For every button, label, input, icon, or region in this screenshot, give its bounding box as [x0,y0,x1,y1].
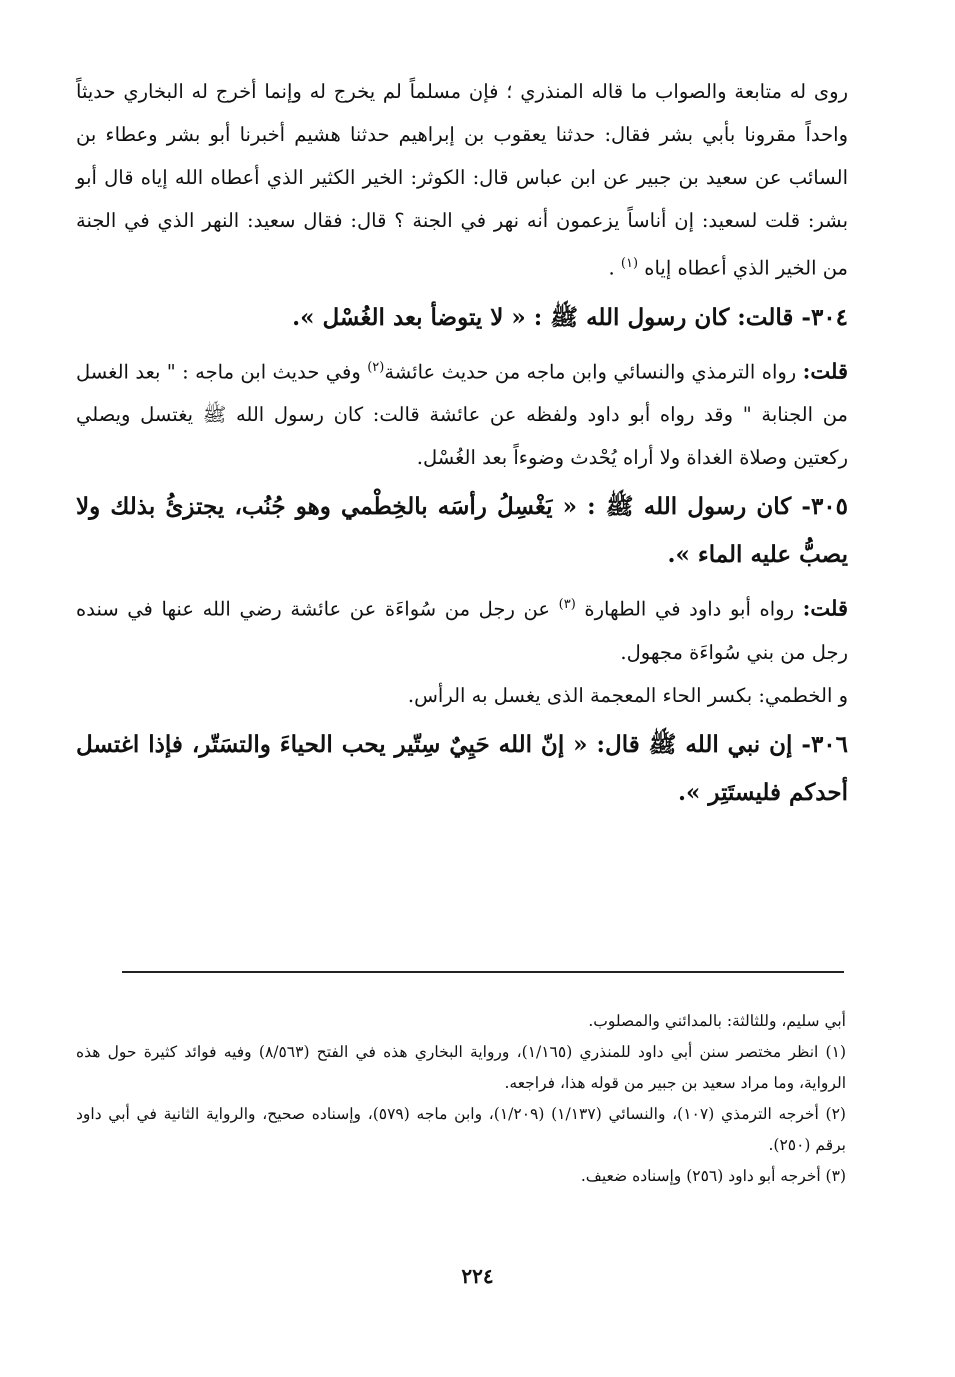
footnote-ref-1: (١) [620,256,639,271]
hadith-304 [76,294,848,342]
footnote-3: (٣) أخرجه أبو داود (٢٥٦) وإسناده ضعيف. [580,1167,846,1185]
commentary-text-cont: عن رجل من سُواءَة عن عائشة رضي الله عنها في سنده رجل من بني سُواءَة مجهول. [76,597,848,664]
footnotes [76,1006,846,1192]
footnote-carryover: أبي سليم، وللثالثة: بالمدائني والمصلوب. [588,1012,846,1030]
hadith-number: ٣٠٦- [801,730,849,758]
qult-label: قلت: [802,595,848,621]
page-number: ٢٢٤ [461,1264,494,1288]
khitmi-note: و الخطمي: بكسر الحاء المعجمة الذى يغسل به الرأس. [407,683,848,707]
footnote-ref-2: (٢) [367,359,385,375]
period: . [608,256,615,280]
paragraph-text: روى له متابعة والصواب ما قاله المنذري ؛ فإن مسلماً لم يخرج له وإنما أخرج له البخاري حديثاً واحداً مقرونا بأبي بشر فقال: حدثنا يعقوب بن إبراهيم حدثنا هشيم أخبرنا أبو بشر وعطاء بن السائب عن سعيد بن جبير عن ابن عباس قال: الكوثر: الخير الكثير الذي أعطاه الله إياه قال أبو بشر: قلت لسعيد: إن أناساً يزعمون أنه نهر في الجنة ؟ قال: فقال سعيد: النهر الذي في الجنة من الخير الذي أعطاه إياه [76,80,848,280]
commentary-304 [76,346,848,480]
main-text [76,70,848,821]
hadith-text: قالت: كان رسول الله ﷺ : « لا يتوضأ بعد الغُسْل ». [292,303,794,331]
hadith-number: ٣٠٥- [801,493,848,520]
hadith-text: كان رسول الله ﷺ : « يَغْسِلُ رأسَه بالخِطْمي وهو جُنُب، يجتزئُ بذلك ولا يصبُّ عليه الماء ». [76,493,848,568]
hadith-306 [76,721,848,817]
footnote-separator [122,971,844,973]
commentary-text: رواه أبو داود في الطهارة [584,597,794,621]
qult-label: قلت: [802,358,849,383]
hadith-number: ٣٠٤- [801,303,848,331]
hadith-text: إن نبي الله ﷺ قال: « إنّ الله حَيِيٌ سِتّير يحب الحياءَ والتسَتّر، فإذا اغتسل أحدكم فليستَتِر ». [76,730,848,806]
footnote-ref-3: (٣) [558,597,576,612]
commentary-text: رواه الترمذي والنسائي وابن ماجه من حديث عائشة [384,360,797,383]
paragraph-abu-bishr [76,70,848,290]
commentary-text-cont: وفي حديث ابن ماجه : " بعد الغسل من الجنابة " وقد رواه أبو داود ولفظه عن عائشة قالت: كان رسول الله ﷺ يغتسل ويصلي ركعتين وصلاة الغداة ولا أراه يُحْدث وضوءاً بعد الغُسْل. [76,360,848,469]
footnote-1: (١) انظر مختصر سنن أبي داود للمنذري (١/١٦٥)، ورواية البخاري هذه في الفتح (٨/٥٦٣) وفيه فوائد كثيرة حول هذه الرواية، وما مراد سعيد بن جبير من قوله هذا، فراجعه. [76,1043,846,1092]
commentary-305 [76,583,848,674]
hadith-305 [76,483,848,579]
footnote-2: (٢) أخرجه الترمذي (١٠٧)، والنسائي (١/١٣٧) (١/٢٠٩)، وابن ماجه (٥٧٩)، وإسناده صحيح، والرواية الثانية في أبي داود برقم (٢٥٠). [76,1105,846,1154]
